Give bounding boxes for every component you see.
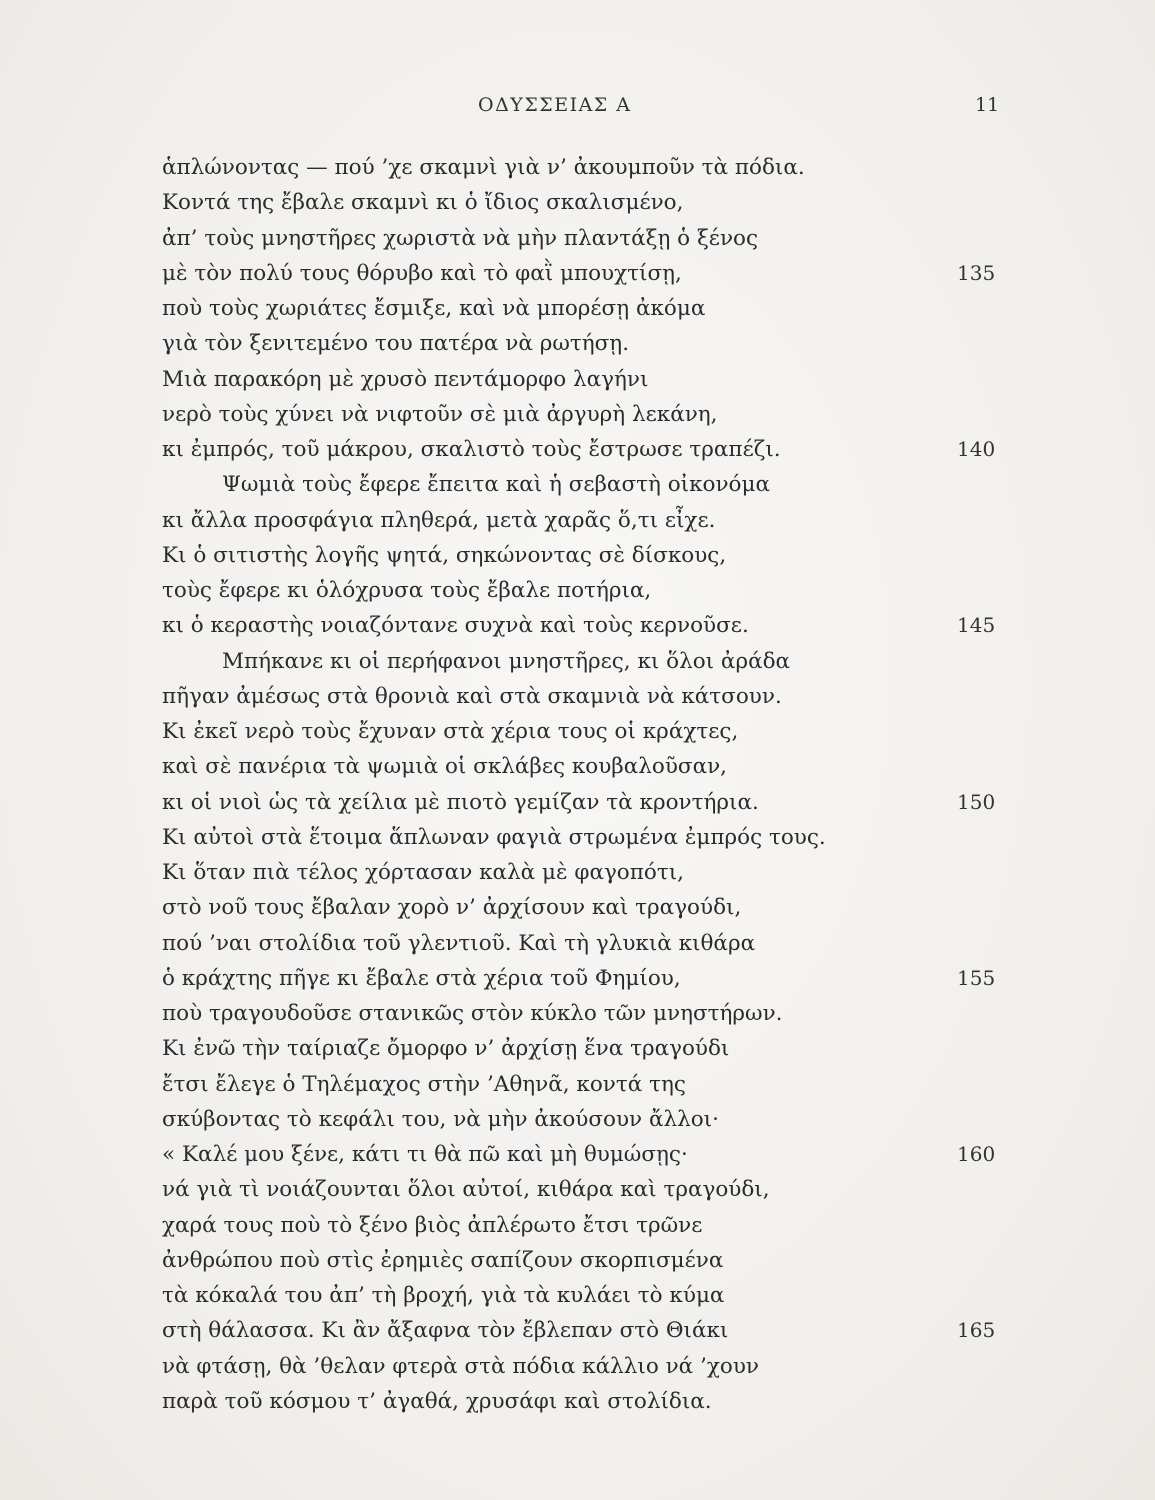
verse-line — [162, 1208, 1002, 1243]
verse-line — [162, 785, 1002, 820]
verse-line — [162, 820, 1002, 855]
verse-text: « Καλέ μου ξένε, κάτι τι θὰ πῶ καὶ μὴ θυμώσῃς· — [162, 1142, 688, 1167]
verse-line — [162, 1313, 1002, 1348]
verse-line — [162, 644, 1002, 679]
verse-line — [162, 397, 1002, 432]
verse-line — [162, 961, 1002, 996]
line-number: 140 — [957, 437, 996, 461]
verse-text: νερὸ τοὺς χύνει νὰ νιφτοῦν σὲ μιὰ ἀργυρὴ λεκάνη, — [162, 401, 718, 427]
verse-text: Ψωμιὰ τοὺς ἔφερε ἔπειτα καὶ ἡ σεβαστὴ οἰκονόμα — [222, 472, 770, 498]
verse-line — [162, 256, 1002, 291]
verse-line — [162, 714, 1002, 749]
verse-text: ὁ κράχτης πῆγε κι ἔβαλε στὰ χέρια τοῦ Φημίου, — [162, 965, 681, 991]
verse-text: Μιὰ παρακόρη μὲ χρυσὸ πεντάμορφο λαγήνι — [162, 366, 649, 392]
verse-line — [162, 1031, 1002, 1066]
verse-line — [162, 855, 1002, 890]
verse-text: τὰ κόκαλά του ἀπ’ τὴ βροχή, γιὰ τὰ κυλάει τὸ κύμα — [162, 1283, 725, 1308]
line-number: 160 — [957, 1142, 996, 1166]
verse-line — [162, 1137, 1002, 1172]
verse-text: κι ἄλλα προσφάγια πληθερά, μετὰ χαρᾶς ὅ,τι εἶχε. — [162, 507, 716, 533]
verse-line — [162, 749, 1002, 784]
verse-text: κι οἱ νιοὶ ὡς τὰ χείλια μὲ πιοτὸ γεμίζαν τὰ κροντήρια. — [162, 789, 759, 815]
verse-text: ἁπλώνοντας — πού ’χε σκαμνὶ γιὰ ν’ ἀκουμποῦν τὰ πόδια. — [162, 155, 805, 180]
verse-text: τοὺς ἔφερε κι ὁλόχρυσα τοὺς ἔβαλε ποτήρια, — [162, 578, 652, 603]
verse-text: νά γιὰ τὶ νοιάζουνται ὅλοι αὐτοί, κιθάρα καὶ τραγούδι, — [162, 1177, 770, 1203]
verse-line — [162, 221, 1002, 256]
verse-line — [162, 150, 1002, 185]
line-number: 145 — [957, 613, 996, 638]
line-number: 135 — [957, 260, 996, 285]
verse-line — [162, 1243, 1002, 1278]
verse-text: ποὺ τραγουδοῦσε στανικῶς στὸν κύκλο τῶν μνηστήρων. — [162, 1001, 783, 1026]
verse-line — [162, 467, 1002, 502]
line-number: 155 — [957, 965, 996, 990]
verse-text: κι ὁ κεραστὴς νοιαζόντανε συχνὰ καὶ τοὺς κερνοῦσε. — [162, 613, 749, 639]
verse-line — [162, 503, 1002, 538]
page-number: 11 — [975, 94, 1000, 116]
verse-text: γιὰ τὸν ξενιτεμένο του πατέρα νὰ ρωτήσῃ. — [162, 331, 630, 357]
verse-text: νὰ φτάσῃ, θὰ ’θελαν φτερὰ στὰ πόδια κάλλιο νά ’χουν — [162, 1353, 759, 1379]
verse-text: ποὺ τοὺς χωριάτες ἔσμιξε, καὶ νὰ μπορέσῃ ἀκόμα — [162, 296, 706, 321]
verse-line — [162, 996, 1002, 1031]
verse-text: στὴ θάλασσα. Κι ἂν ἄξαφνα τὸν ἔβλεπαν στὸ Θιάκι — [162, 1318, 729, 1344]
verse-text: Κοντά της ἔβαλε σκαμνὶ κι ὁ ἴδιος σκαλισμένο, — [162, 190, 684, 216]
verse-line — [162, 432, 1002, 467]
verse-text: Κι ὁ σιτιστὴς λογῆς ψητά, σηκώνοντας σὲ δίσκους, — [162, 542, 727, 568]
verse-line — [162, 1102, 1002, 1137]
verse-line — [162, 1067, 1002, 1102]
verse-line — [162, 679, 1002, 714]
verse-text: Κι αὐτοὶ στὰ ἕτοιμα ἅπλωναν φαγιὰ στρωμένα ἐμπρός τους. — [162, 824, 826, 850]
poem-text — [162, 150, 1002, 1419]
verse-text: Μπήκανε κι οἱ περήφανοι μνηστῆρες, κι ὅλοι ἀράδα — [222, 648, 791, 674]
verse-line — [162, 326, 1002, 361]
verse-line — [162, 1278, 1002, 1313]
verse-line — [162, 890, 1002, 925]
verse-text: καὶ σὲ πανέρια τὰ ψωμιὰ οἱ σκλάβες κουβαλοῦσαν, — [162, 754, 727, 780]
verse-line — [162, 1384, 1002, 1419]
verse-text: ἀπ’ τοὺς μνηστῆρες χωριστὰ νὰ μὴν πλαντάξῃ ὁ ξένος — [162, 225, 758, 251]
verse-text: πού ’ναι στολίδια τοῦ γλεντιοῦ. Καὶ τὴ γλυκιὰ κιθάρα — [162, 930, 756, 956]
verse-text: στὸ νοῦ τους ἔβαλαν χορὸ ν’ ἀρχίσουν καὶ τραγούδι, — [162, 895, 742, 921]
verse-text: ἔτσι ἔλεγε ὁ Τηλέμαχος στὴν ’Αθηνᾶ, κοντά της — [162, 1071, 686, 1097]
verse-line — [162, 926, 1002, 961]
line-number: 165 — [957, 1318, 996, 1343]
verse-line — [162, 362, 1002, 397]
verse-text: πῆγαν ἀμέσως στὰ θρονιὰ καὶ στὰ σκαμνιὰ νὰ κάτσουν. — [162, 683, 782, 709]
verse-text: χαρά τους ποὺ τὸ ξένο βιὸς ἀπλέρωτο ἔτσι τρῶνε — [162, 1212, 703, 1238]
verse-text: Κι ἐνῶ τὴν ταίριαζε ὄμορφο ν’ ἀρχίσῃ ἕνα τραγούδι — [162, 1036, 730, 1062]
verse-line — [162, 291, 1002, 326]
verse-line — [162, 1349, 1002, 1384]
verse-line — [162, 538, 1002, 573]
verse-text: παρὰ τοῦ κόσμου τ’ ἀγαθά, χρυσάφι καὶ στολίδια. — [162, 1388, 712, 1414]
verse-line — [162, 1172, 1002, 1207]
verse-line — [162, 185, 1002, 220]
page-header — [0, 94, 1155, 124]
line-number: 150 — [957, 789, 996, 814]
running-head: ΟΔΥΣΣΕΙΑΣ Α — [478, 94, 632, 116]
verse-text: μὲ τὸν πολύ τους θόρυβο καὶ τὸ φαῒ μπουχτίσῃ, — [162, 260, 682, 286]
verse-text: κι ἐμπρός, τοῦ μάκρου, σκαλιστὸ τοὺς ἔστρωσε τραπέζι. — [162, 437, 781, 462]
verse-line — [162, 573, 1002, 608]
verse-text: Κι ὅταν πιὰ τέλος χόρτασαν καλὰ μὲ φαγοπότι, — [162, 860, 684, 885]
verse-line — [162, 608, 1002, 643]
verse-text: Κι ἐκεῖ νερὸ τοὺς ἔχυναν στὰ χέρια τους οἱ κράχτες, — [162, 719, 739, 744]
verse-text: σκύβοντας τὸ κεφάλι του, νὰ μὴν ἀκούσουν ἄλλοι· — [162, 1106, 719, 1132]
verse-text: ἀνθρώπου ποὺ στὶς ἐρημιὲς σαπίζουν σκορπισμένα — [162, 1247, 724, 1273]
